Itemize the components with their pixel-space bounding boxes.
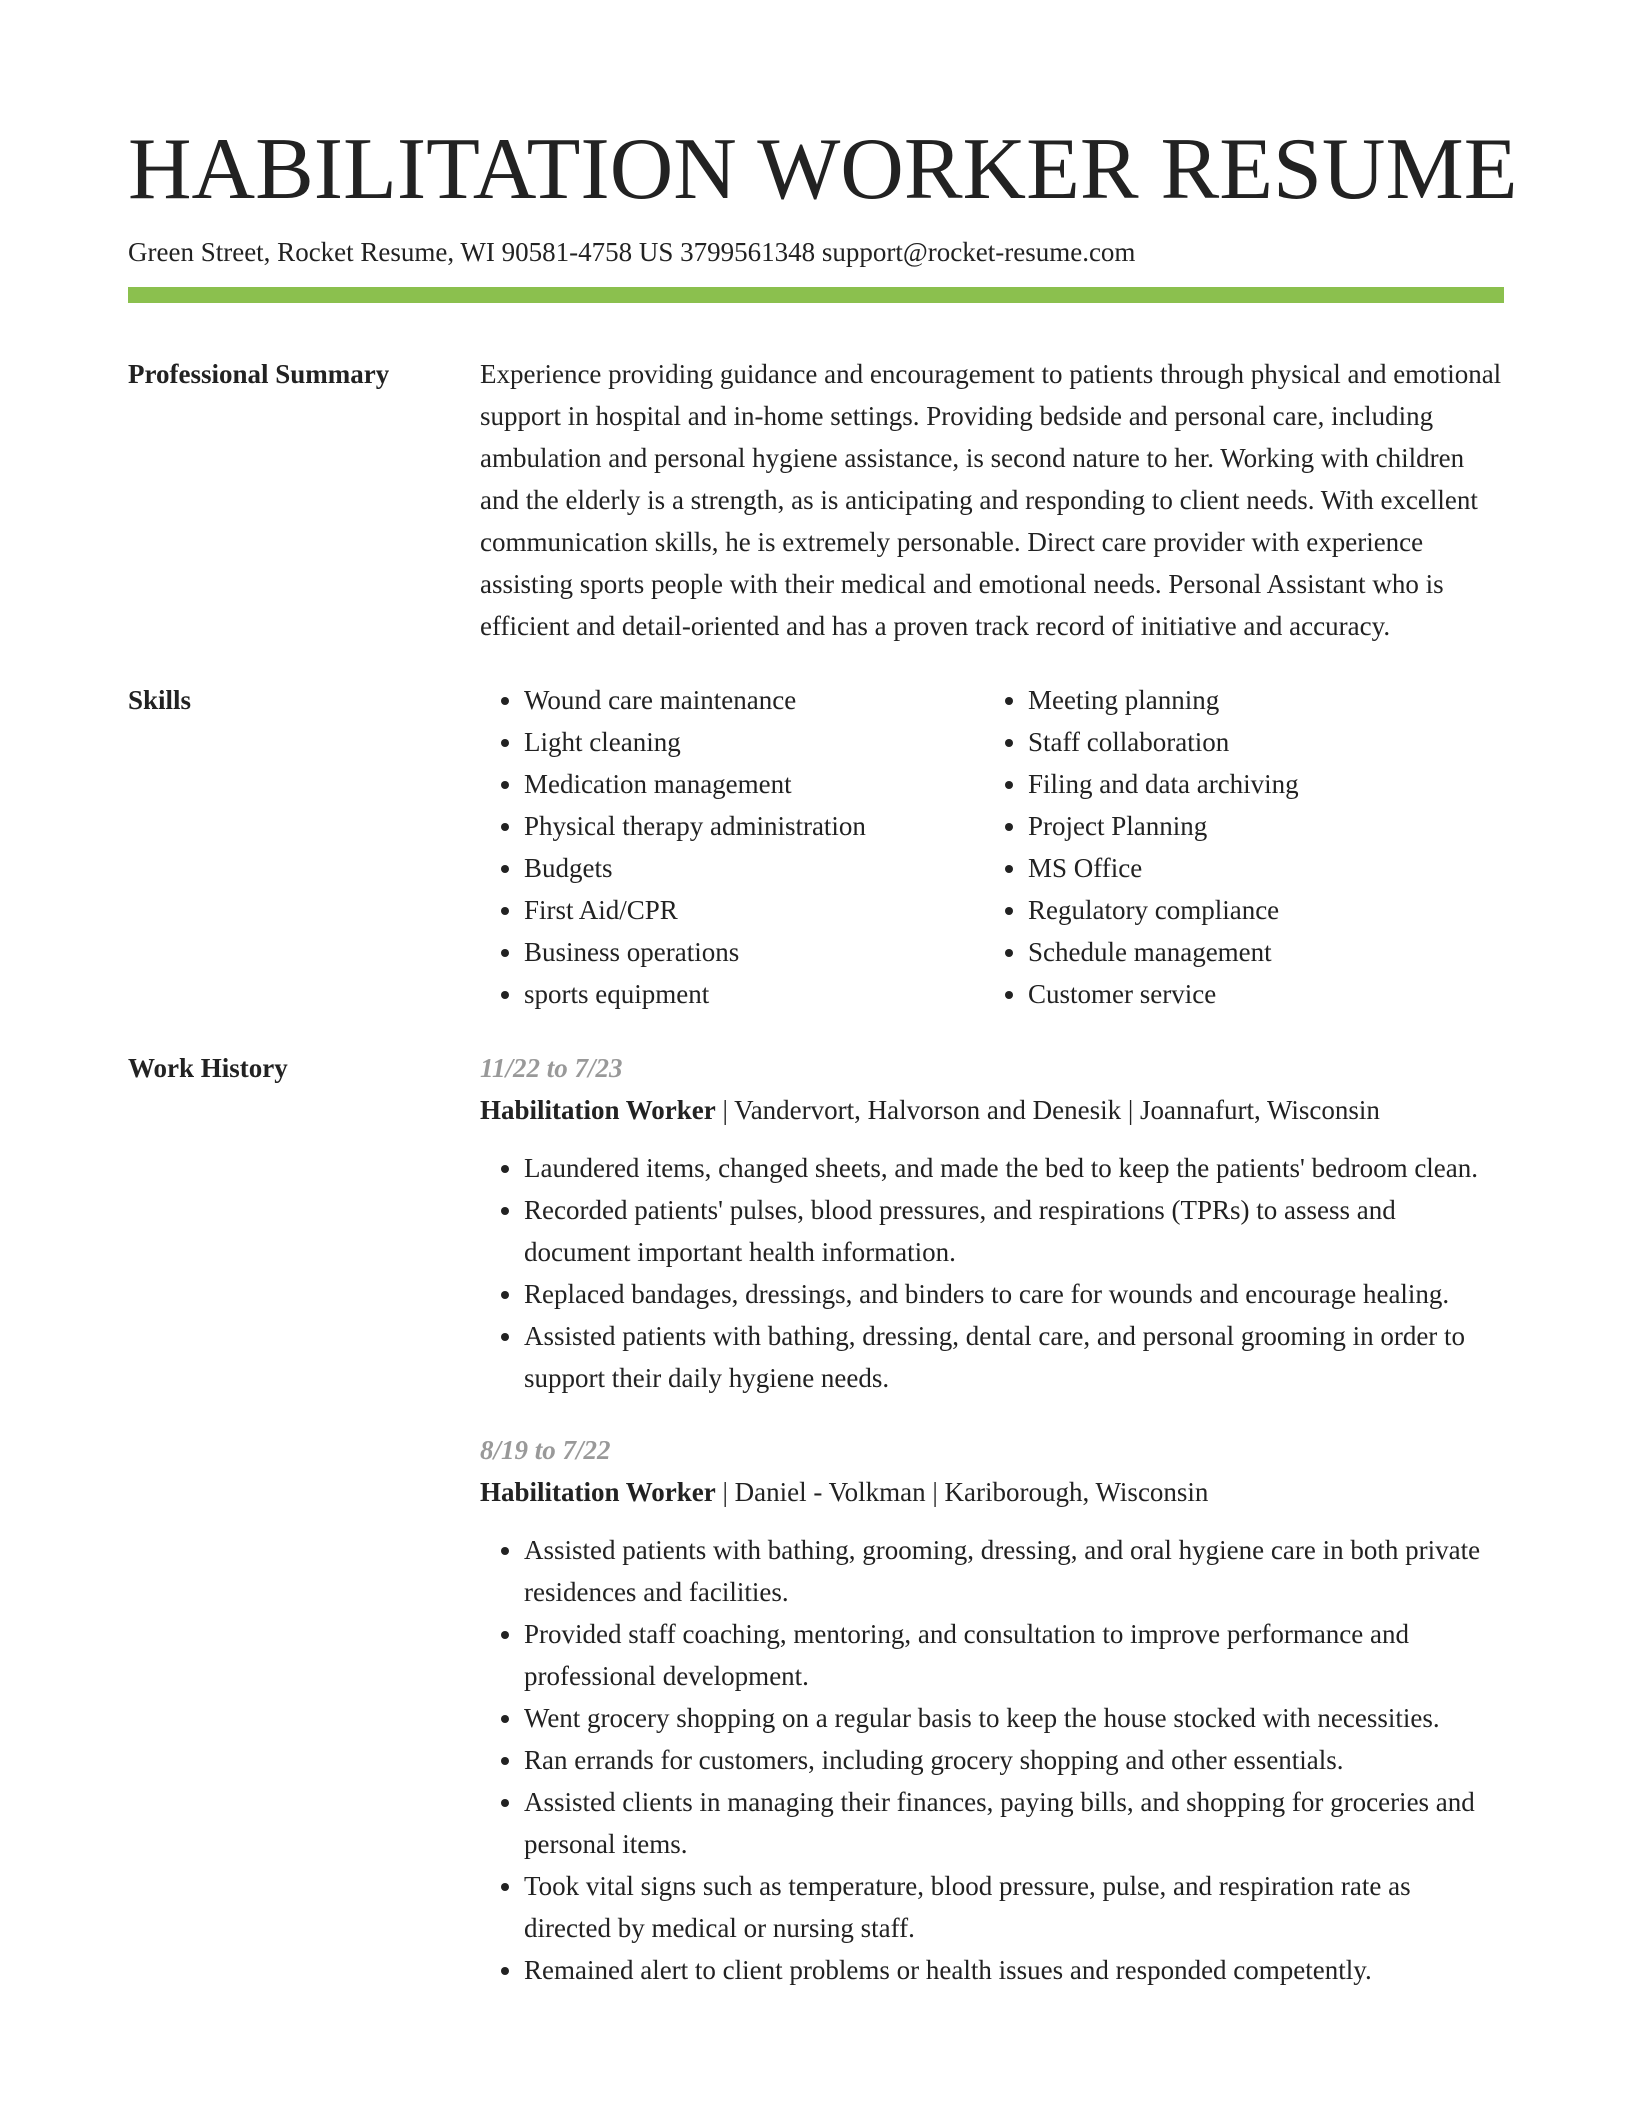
job-duty: • Assisted patients with bathing, grooming, dressing, and oral hygiene care in both private residences and facilities. [524, 1529, 1504, 1613]
summary-section [128, 353, 1504, 647]
job-duty: • Provided staff coaching, mentoring, and consultation to improve performance and professional development. [524, 1613, 1504, 1697]
skill-item: • Filing and data archiving [1028, 763, 1504, 805]
skills-list-right [984, 679, 1504, 1015]
skill-item: • MS Office [1028, 847, 1504, 889]
job-duties-list [480, 1529, 1504, 1991]
job-dates: 11/22 to 7/23 [480, 1053, 623, 1083]
job-role: Habilitation Worker [480, 1095, 716, 1125]
header-accent-rule [128, 287, 1504, 303]
contact-email: support@rocket-resume.com [821, 237, 1136, 267]
job-duty: • Replaced bandages, dressings, and binders to care for wounds and encourage healing. [524, 1273, 1504, 1315]
job-duty: • Went grocery shopping on a regular basis to keep the house stocked with necessities. [524, 1697, 1504, 1739]
skill-item: • Budgets [524, 847, 984, 889]
skill-item: • Staff collaboration [1028, 721, 1504, 763]
job-duty: • Assisted patients with bathing, dressing, dental care, and personal grooming in order to support their daily hygiene needs. [524, 1315, 1504, 1399]
job-duty: • Remained alert to client problems or health issues and responded competently. [524, 1949, 1504, 1991]
job-entry [480, 1429, 1504, 1991]
job-duty: • Laundered items, changed sheets, and made the bed to keep the patients' bedroom clean. [524, 1147, 1504, 1189]
skill-item: • Wound care maintenance [524, 679, 984, 721]
resume-page [128, 118, 1518, 1991]
skill-item: • Project Planning [1028, 805, 1504, 847]
contact-phone: 3799561348 [680, 237, 816, 267]
skill-item: • First Aid/CPR [524, 889, 984, 931]
job-heading [480, 1471, 1504, 1513]
skill-item: • Regulatory compliance [1028, 889, 1504, 931]
skills-list-left [480, 679, 984, 1015]
skill-item: • Medication management [524, 763, 984, 805]
skills-heading: Skills [128, 685, 192, 715]
skill-item: • Business operations [524, 931, 984, 973]
job-role: Habilitation Worker [480, 1477, 716, 1507]
job-heading [480, 1089, 1504, 1131]
contact-line [128, 234, 1504, 270]
skill-item: • Physical therapy administration [524, 805, 984, 847]
job-duty: • Took vital signs such as temperature, blood pressure, pulse, and respiration rate as directed by medical or nursing staff. [524, 1865, 1504, 1949]
skill-item: • Meeting planning [1028, 679, 1504, 721]
skill-item: • Schedule management [1028, 931, 1504, 973]
summary-heading: Professional Summary [128, 359, 390, 389]
skill-item: • Customer service [1028, 973, 1504, 1015]
skill-item: • sports equipment [524, 973, 984, 1015]
contact-address: Green Street, Rocket Resume, WI 90581-4758 US [128, 237, 674, 267]
job-duties-list [480, 1147, 1504, 1399]
work-history-section [128, 1047, 1504, 1991]
job-duty: • Assisted clients in managing their finances, paying bills, and shopping for groceries and personal items. [524, 1781, 1504, 1865]
work-history-heading: Work History [128, 1053, 288, 1083]
job-details: | Daniel - Volkman | Kariborough, Wisconsin [722, 1477, 1209, 1507]
job-duty: • Recorded patients' pulses, blood pressures, and respirations (TPRs) to assess and document important health information. [524, 1189, 1504, 1273]
resume-title: HABILITATION WORKER RESUME [128, 121, 1518, 218]
job-entry [480, 1047, 1504, 1399]
job-details: | Vandervort, Halvorson and Denesik | Joannafurt, Wisconsin [722, 1095, 1380, 1125]
job-dates: 8/19 to 7/22 [480, 1435, 611, 1465]
skill-item: • Light cleaning [524, 721, 984, 763]
skills-section [128, 679, 1504, 1015]
job-duty: • Ran errands for customers, including grocery shopping and other essentials. [524, 1739, 1504, 1781]
summary-text: Experience providing guidance and encouragement to patients through physical and emotional support in hospital and in-home settings. Providing bedside and personal care, including ambulation and personal hygiene assistance, is second nature to her. Working with children and the elderly is a strength, as is anticipating and responding to client needs. With excellent communication skills, he is extremely personable. Direct care provider with experience assisting sports people with their medical and emotional needs. Personal Assistant who is efficient and detail-oriented and has a proven track record of initiative and accuracy. [480, 359, 1502, 641]
